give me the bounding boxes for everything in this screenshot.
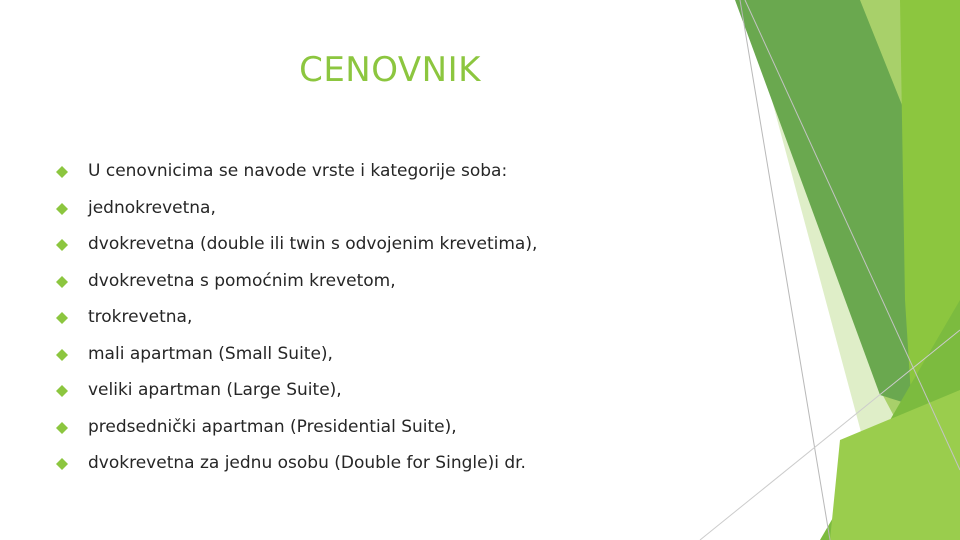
bullet-text: dvokrevetna s pomoćnim krevetom,	[88, 270, 396, 291]
diamond-bullet-icon	[56, 312, 68, 324]
bullet-text: predsednički apartman (Presidential Suite),	[88, 416, 457, 437]
bullet-text: mali apartman (Small Suite),	[88, 343, 333, 364]
bullet-text: dvokrevetna za jednu osobu (Double for Single)i dr.	[88, 453, 526, 473]
bullet-text: U cenovnicima se navode vrste i kategorije soba:	[88, 161, 508, 181]
diamond-bullet-icon	[56, 276, 68, 288]
diamond-bullet-icon	[56, 239, 68, 251]
slide-title: CENOVNIK	[299, 50, 481, 90]
diamond-bullet-icon	[56, 385, 68, 397]
bullet-text: trokrevetna,	[88, 307, 193, 327]
diamond-bullet-icon	[56, 349, 68, 361]
diamond-bullet-icon	[56, 166, 68, 178]
bullet-text: veliki apartman (Large Suite),	[88, 380, 342, 400]
bullet-text: dvokrevetna (double ili twin s odvojenim krevetima),	[88, 234, 538, 254]
diamond-bullet-icon	[56, 458, 68, 470]
bullet-text: jednokrevetna,	[88, 197, 216, 218]
diamond-bullet-icon	[56, 422, 68, 434]
diamond-bullet-icon	[56, 203, 68, 215]
